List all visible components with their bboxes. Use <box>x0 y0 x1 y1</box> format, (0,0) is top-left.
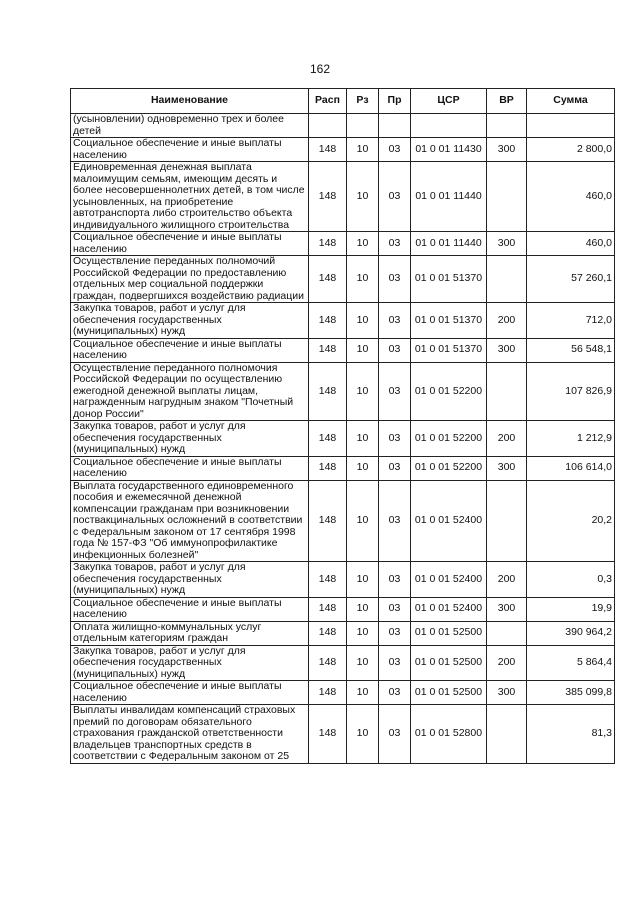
cell-sum: 385 099,8 <box>527 681 615 705</box>
cell-sum: 712,0 <box>527 303 615 339</box>
table-row <box>71 114 615 138</box>
cell-name: Выплаты инвалидам компенсаций страховых премий по договорам обязательного страхования гражданской ответственности владельцев транспортных средств в соответствии с Федеральным законом от 25 <box>71 705 309 764</box>
cell-vr <box>487 362 527 421</box>
cell-rz: 10 <box>347 256 379 303</box>
cell-rz: 10 <box>347 362 379 421</box>
table-row <box>71 421 615 457</box>
cell-rz: 10 <box>347 138 379 162</box>
cell-rz: 10 <box>347 597 379 621</box>
cell-vr: 200 <box>487 421 527 457</box>
cell-name: Социальное обеспечение и иные выплаты населению <box>71 138 309 162</box>
cell-csr: 01 0 01 51370 <box>411 338 487 362</box>
cell-rz: 10 <box>347 480 379 562</box>
cell-rasp: 148 <box>309 421 347 457</box>
cell-vr: 300 <box>487 338 527 362</box>
cell-csr: 01 0 01 52400 <box>411 597 487 621</box>
cell-sum: 5 864,4 <box>527 645 615 681</box>
cell-pr: 03 <box>379 597 411 621</box>
cell-rz: 10 <box>347 421 379 457</box>
cell-pr: 03 <box>379 421 411 457</box>
cell-rasp: 148 <box>309 362 347 421</box>
cell-rasp: 148 <box>309 621 347 645</box>
page-number: 162 <box>309 62 331 76</box>
column-header-csr: ЦСР <box>411 89 487 114</box>
cell-pr: 03 <box>379 162 411 232</box>
table-body <box>71 114 615 764</box>
cell-sum: 1 212,9 <box>527 421 615 457</box>
cell-vr <box>487 256 527 303</box>
cell-csr: 01 0 01 52800 <box>411 705 487 764</box>
cell-name: Выплата государственного единовременного пособия и ежемесячной денежной компенсации гражданам при возникновении поствакцинальных осложнений в соответствии с Федеральным законом от 17 сентября 1998 года № 157-ФЗ "Об иммунопрофилактике инфекционных болезней" <box>71 480 309 562</box>
cell-rz: 10 <box>347 232 379 256</box>
cell-pr: 03 <box>379 138 411 162</box>
table-row <box>71 705 615 764</box>
cell-rz: 10 <box>347 705 379 764</box>
cell-rz: 10 <box>347 681 379 705</box>
cell-sum: 106 614,0 <box>527 456 615 480</box>
table-row <box>71 621 615 645</box>
cell-rasp: 148 <box>309 138 347 162</box>
cell-pr: 03 <box>379 338 411 362</box>
cell-csr: 01 0 01 52500 <box>411 645 487 681</box>
cell-vr: 300 <box>487 597 527 621</box>
cell-pr: 03 <box>379 681 411 705</box>
cell-rz: 10 <box>347 338 379 362</box>
cell-pr: 03 <box>379 456 411 480</box>
cell-pr: 03 <box>379 362 411 421</box>
cell-rasp: 148 <box>309 303 347 339</box>
cell-name: Единовременная денежная выплата малоимущим семьям, имеющим десять и более несовершеннолетних детей, в том числе усыновленных, на приобретение автотранспорта либо строительство объекта индивидуального жилищного строительства <box>71 162 309 232</box>
table-row <box>71 645 615 681</box>
cell-rz: 10 <box>347 456 379 480</box>
table-row <box>71 138 615 162</box>
cell-pr: 03 <box>379 621 411 645</box>
cell-rasp: 148 <box>309 597 347 621</box>
cell-csr: 01 0 01 51370 <box>411 256 487 303</box>
table-row <box>71 597 615 621</box>
cell-rasp: 148 <box>309 162 347 232</box>
cell-rasp: 148 <box>309 256 347 303</box>
cell-vr <box>487 480 527 562</box>
cell-name: Оплата жилищно-коммунальных услуг отдельным категориям граждан <box>71 621 309 645</box>
cell-pr: 03 <box>379 232 411 256</box>
cell-vr: 300 <box>487 138 527 162</box>
cell-sum: 2 800,0 <box>527 138 615 162</box>
cell-pr: 03 <box>379 562 411 598</box>
cell-pr: 03 <box>379 256 411 303</box>
table-header-row <box>71 89 615 114</box>
cell-pr: 03 <box>379 480 411 562</box>
cell-pr: 03 <box>379 303 411 339</box>
table-row <box>71 338 615 362</box>
column-header-rz: Рз <box>347 89 379 114</box>
cell-vr: 300 <box>487 456 527 480</box>
cell-rasp: 148 <box>309 705 347 764</box>
cell-vr: 200 <box>487 562 527 598</box>
table-row <box>71 232 615 256</box>
cell-sum: 0,3 <box>527 562 615 598</box>
cell-name: Социальное обеспечение и иные выплаты населению <box>71 232 309 256</box>
cell-csr: 01 0 01 52400 <box>411 480 487 562</box>
cell-csr: 01 0 01 52200 <box>411 456 487 480</box>
cell-rasp: 148 <box>309 232 347 256</box>
table-row <box>71 681 615 705</box>
cell-rasp: 148 <box>309 562 347 598</box>
cell-rasp: 148 <box>309 338 347 362</box>
cell-rz: 10 <box>347 303 379 339</box>
table-row <box>71 162 615 232</box>
cell-csr: 01 0 01 11440 <box>411 232 487 256</box>
cell-vr: 200 <box>487 303 527 339</box>
cell-csr <box>411 114 487 138</box>
cell-name: Закупка товаров, работ и услуг для обеспечения государственных (муниципальных) нужд <box>71 562 309 598</box>
cell-csr: 01 0 01 11430 <box>411 138 487 162</box>
cell-csr: 01 0 01 11440 <box>411 162 487 232</box>
cell-name: (усыновлении) одновременно трех и более детей <box>71 114 309 138</box>
table-row <box>71 562 615 598</box>
cell-name: Осуществление переданного полномочия Российской Федерации по осуществлению ежегодной денежной выплаты лицам, награжденным нагрудным знаком "Почетный донор России" <box>71 362 309 421</box>
cell-vr <box>487 114 527 138</box>
cell-vr: 300 <box>487 681 527 705</box>
cell-csr: 01 0 01 52500 <box>411 621 487 645</box>
cell-name: Закупка товаров, работ и услуг для обеспечения государственных (муниципальных) нужд <box>71 303 309 339</box>
cell-rz <box>347 114 379 138</box>
cell-rz: 10 <box>347 621 379 645</box>
cell-csr: 01 0 01 52500 <box>411 681 487 705</box>
column-header-vr: ВР <box>487 89 527 114</box>
column-header-pr: Пр <box>379 89 411 114</box>
cell-rz: 10 <box>347 162 379 232</box>
cell-name: Осуществление переданных полномочий Российской Федерации по предоставлению отдельных мер социальной поддержки граждан, подвергшихся воздействию радиации <box>71 256 309 303</box>
cell-csr: 01 0 01 52400 <box>411 562 487 598</box>
cell-name: Социальное обеспечение и иные выплаты населению <box>71 681 309 705</box>
cell-rasp <box>309 114 347 138</box>
cell-name: Закупка товаров, работ и услуг для обеспечения государственных (муниципальных) нужд <box>71 421 309 457</box>
cell-vr: 300 <box>487 232 527 256</box>
table-row <box>71 362 615 421</box>
cell-rasp: 148 <box>309 681 347 705</box>
cell-rasp: 148 <box>309 645 347 681</box>
cell-sum <box>527 114 615 138</box>
cell-sum: 460,0 <box>527 162 615 232</box>
cell-sum: 19,9 <box>527 597 615 621</box>
column-header-name: Наименование <box>71 89 309 114</box>
cell-csr: 01 0 01 52200 <box>411 421 487 457</box>
table-row <box>71 303 615 339</box>
budget-table <box>70 88 615 764</box>
cell-vr <box>487 621 527 645</box>
cell-vr <box>487 705 527 764</box>
cell-sum: 460,0 <box>527 232 615 256</box>
cell-name: Социальное обеспечение и иные выплаты населению <box>71 456 309 480</box>
cell-sum: 20,2 <box>527 480 615 562</box>
cell-csr: 01 0 01 52200 <box>411 362 487 421</box>
cell-pr <box>379 114 411 138</box>
cell-rasp: 148 <box>309 480 347 562</box>
cell-sum: 56 548,1 <box>527 338 615 362</box>
cell-name: Закупка товаров, работ и услуг для обеспечения государственных (муниципальных) нужд <box>71 645 309 681</box>
cell-rz: 10 <box>347 645 379 681</box>
table-row <box>71 456 615 480</box>
cell-rz: 10 <box>347 562 379 598</box>
cell-sum: 57 260,1 <box>527 256 615 303</box>
column-header-sum: Сумма <box>527 89 615 114</box>
cell-sum: 390 964,2 <box>527 621 615 645</box>
cell-sum: 81,3 <box>527 705 615 764</box>
cell-sum: 107 826,9 <box>527 362 615 421</box>
table-row <box>71 480 615 562</box>
cell-rasp: 148 <box>309 456 347 480</box>
cell-vr <box>487 162 527 232</box>
cell-name: Социальное обеспечение и иные выплаты населению <box>71 597 309 621</box>
cell-pr: 03 <box>379 645 411 681</box>
table-row <box>71 256 615 303</box>
cell-pr: 03 <box>379 705 411 764</box>
cell-csr: 01 0 01 51370 <box>411 303 487 339</box>
cell-name: Социальное обеспечение и иные выплаты населению <box>71 338 309 362</box>
cell-vr: 200 <box>487 645 527 681</box>
column-header-rasp: Расп <box>309 89 347 114</box>
